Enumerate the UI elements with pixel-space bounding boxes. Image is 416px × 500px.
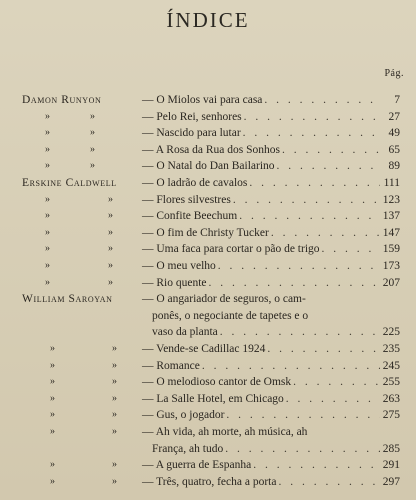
ditto-mark: » [45, 193, 50, 205]
page-number: 49 [388, 127, 400, 140]
ditto-mark: » [108, 193, 113, 205]
toc-entry[interactable] [142, 92, 400, 108]
entry-title: — La Salle Hotel, em Chicago [142, 392, 284, 405]
leader-dots [282, 142, 380, 158]
entry-title: vaso da planta [152, 326, 218, 339]
toc-entry[interactable] [142, 241, 400, 257]
leader-dots [233, 192, 380, 208]
page-number: 255 [382, 376, 400, 389]
toc-row [0, 125, 416, 141]
leader-dots [322, 241, 380, 257]
author-name: William Saroyan [22, 293, 113, 306]
page-number: 123 [382, 193, 400, 206]
toc-row [0, 341, 416, 357]
entry-title: — O fim de Christy Tucker [142, 226, 269, 239]
ditto-mark: » [108, 260, 113, 271]
entry-title: — O melodioso cantor de Omsk [142, 376, 292, 389]
ditto-mark: » [45, 127, 50, 139]
toc-entry[interactable] [142, 258, 400, 274]
leader-dots [239, 208, 380, 224]
toc-entry[interactable] [142, 192, 400, 208]
toc-row [0, 474, 416, 490]
ditto-mark: » [108, 210, 113, 222]
entry-title-continuation: ponês, o negociante de tapetes e o [152, 309, 309, 322]
ditto-mark: » [108, 226, 113, 238]
page-number: 275 [382, 409, 400, 422]
toc-row [0, 192, 416, 208]
toc-entry[interactable] [142, 358, 400, 374]
ditto-mark: » [112, 426, 117, 437]
entry-title: — Nascido para lutar [142, 127, 241, 140]
ditto-mark: » [50, 343, 55, 354]
page-number: 137 [382, 210, 400, 223]
page-number: 65 [388, 143, 400, 156]
toc-row [0, 175, 416, 191]
toc-row [0, 275, 416, 291]
entry-title: — O Miolos vai para casa [142, 94, 263, 106]
entry-title: — Rio quente [142, 276, 207, 289]
entry-title: — Confite Beechum [142, 210, 238, 223]
toc-row [0, 158, 416, 174]
ditto-mark: » [45, 143, 50, 155]
leader-dots [271, 225, 380, 241]
toc-row [0, 308, 416, 324]
ditto-mark: » [45, 160, 50, 172]
ditto-mark: » [112, 475, 117, 487]
leader-dots [209, 275, 380, 291]
leader-dots [277, 158, 380, 174]
ditto-mark: » [45, 276, 50, 288]
ditto-mark: » [90, 143, 95, 155]
leader-dots [202, 358, 380, 374]
ditto-mark: » [50, 475, 55, 487]
ditto-mark: » [112, 409, 117, 421]
toc-row [0, 374, 416, 390]
page-number: 27 [388, 110, 400, 123]
page-number: 291 [382, 459, 400, 472]
toc-row [0, 225, 416, 241]
toc-row [0, 92, 416, 108]
entry-title: — Romance [142, 359, 200, 372]
toc-row [0, 407, 416, 423]
toc-entry[interactable] [142, 391, 400, 407]
page-number: 7 [394, 94, 400, 106]
toc-row [0, 391, 416, 407]
entry-title: — Flores silvestres [142, 193, 231, 206]
toc-entry[interactable] [142, 225, 400, 241]
entry-title: — Gus, o jogador [142, 409, 225, 422]
leader-dots [244, 109, 380, 125]
entry-title: — Ah vida, ah morte, ah música, ah [142, 426, 308, 438]
ditto-mark: » [45, 243, 50, 255]
toc-row [0, 109, 416, 125]
leader-dots [293, 374, 380, 390]
leader-dots [267, 341, 380, 357]
page-column-label: Pág. [384, 68, 404, 79]
leader-dots [243, 125, 380, 141]
ditto-mark: » [108, 243, 113, 255]
ditto-mark: » [50, 459, 55, 471]
toc-entry[interactable] [142, 374, 400, 390]
toc-entry[interactable] [142, 125, 400, 141]
toc-entry[interactable] [142, 341, 400, 357]
toc-row [0, 441, 416, 457]
leader-dots [220, 324, 380, 340]
entry-title: — A guerra de Espanha [142, 459, 252, 472]
entry-title: — Pelo Rei, senhores [142, 110, 242, 123]
toc-entry[interactable] [142, 142, 400, 158]
toc-entry[interactable] [142, 109, 400, 125]
ditto-mark: » [112, 459, 117, 471]
ditto-mark: » [112, 376, 117, 388]
page-number: 285 [382, 442, 400, 455]
entry-title: — O Natal do Dan Bailarino [142, 160, 275, 173]
page-number: 263 [382, 392, 400, 405]
ditto-mark: » [50, 392, 55, 404]
author-name: Damon Runyon [22, 94, 102, 106]
page-number: 147 [382, 226, 400, 239]
entry-title: — O meu velho [142, 260, 216, 272]
page-number: 245 [382, 359, 400, 372]
toc-row [0, 424, 416, 440]
leader-dots [253, 457, 380, 473]
leader-dots [225, 441, 380, 457]
page-number: 89 [388, 160, 400, 173]
ditto-mark: » [45, 260, 50, 271]
ditto-mark: » [45, 110, 50, 122]
ditto-mark: » [50, 409, 55, 421]
entry-title: — Uma faca para cortar o pão de trigo [142, 243, 320, 256]
ditto-mark: » [112, 343, 117, 354]
ditto-mark: » [112, 392, 117, 404]
toc-row [0, 258, 416, 274]
toc-entry[interactable] [142, 158, 400, 174]
page-number: 225 [382, 326, 400, 339]
toc-entry[interactable] [152, 441, 400, 457]
entry-title: — Vende-se Cadillac 1924 [142, 343, 266, 355]
entry-title: — A Rosa da Rua dos Sonhos [142, 143, 281, 156]
leader-dots [226, 407, 380, 423]
leader-dots [218, 258, 380, 274]
ditto-mark: » [90, 110, 95, 122]
page-number: 159 [382, 243, 400, 256]
toc-entry[interactable] [152, 324, 400, 340]
page-number: 297 [382, 475, 400, 488]
page-number: 235 [382, 343, 400, 355]
page-number: 173 [382, 260, 400, 272]
ditto-mark: » [108, 276, 113, 288]
ditto-mark: » [50, 359, 55, 371]
toc-entry[interactable] [142, 175, 400, 191]
toc-entry[interactable] [142, 291, 400, 307]
toc-entry[interactable] [142, 424, 400, 440]
entry-title: — O angariador de seguros, o cam- [142, 293, 306, 306]
ditto-mark: » [45, 210, 50, 222]
ditto-mark: » [90, 160, 95, 172]
entry-title: — Três, quatro, fecha a porta [142, 475, 277, 488]
toc-row [0, 142, 416, 158]
toc-row [0, 324, 416, 340]
leader-dots [264, 92, 380, 108]
entry-title: França, ah tudo [152, 442, 224, 455]
leader-dots [278, 474, 380, 490]
toc-row [0, 457, 416, 473]
toc-entry[interactable] [142, 407, 400, 423]
toc-row [0, 241, 416, 257]
page-number: 207 [382, 276, 400, 289]
entry-title: — O ladrão de cavalos [142, 177, 248, 189]
ditto-mark: » [112, 359, 117, 371]
leader-dots [249, 175, 380, 191]
leader-dots [286, 391, 380, 407]
page-number: 111 [383, 177, 400, 189]
toc-entry[interactable] [142, 474, 400, 490]
ditto-mark: » [50, 376, 55, 388]
toc-entry[interactable] [142, 208, 400, 224]
toc-row [0, 358, 416, 374]
author-name: Erskine Caldwell [22, 177, 117, 189]
toc-entry[interactable] [142, 275, 400, 291]
page-title: ÍNDICE [166, 8, 250, 32]
ditto-mark: » [50, 426, 55, 437]
toc-row [0, 208, 416, 224]
toc-row [0, 291, 416, 307]
ditto-mark: » [45, 226, 50, 238]
toc-entry[interactable] [142, 457, 400, 473]
ditto-mark: » [90, 127, 95, 139]
